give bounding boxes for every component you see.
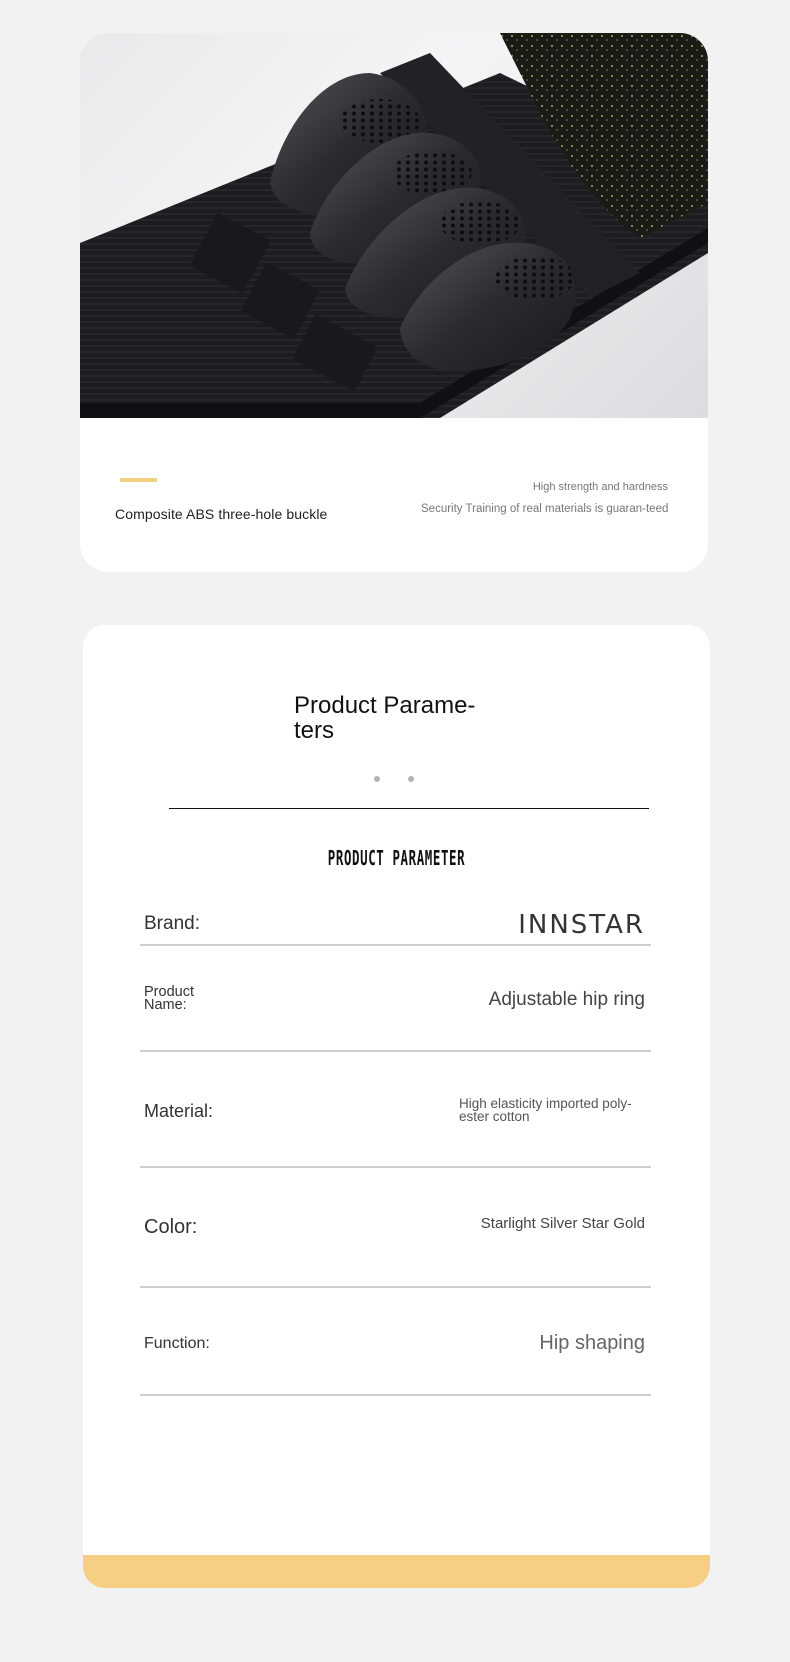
bottom-accent-bar	[83, 1555, 710, 1588]
param-label: Material:	[144, 1101, 214, 1121]
param-row-material	[140, 1052, 651, 1168]
param-row-function	[140, 1288, 651, 1396]
product-photo	[80, 33, 708, 418]
hip-ring-buckle-image	[80, 33, 708, 418]
param-label: Color:	[144, 1216, 198, 1238]
dot	[374, 776, 380, 782]
param-value: INNSTAR	[518, 910, 645, 940]
param-value: High elasticity imported poly-ester cotton	[459, 1096, 632, 1124]
heading-divider	[169, 808, 649, 809]
parameters-card	[83, 625, 710, 1588]
feature-accent-bar	[120, 478, 157, 482]
param-row-product-name	[140, 946, 651, 1052]
param-value: Hip shaping	[539, 1332, 645, 1354]
param-label: Brand:	[144, 913, 200, 934]
dot	[408, 776, 414, 782]
param-label: Function:	[144, 1335, 210, 1352]
feature-tag: High strength and hardness	[532, 481, 668, 493]
param-row-brand	[140, 905, 651, 946]
feature-description: Security Training of real materials is guaran-teed	[421, 503, 669, 515]
param-label: Product Name:	[144, 984, 194, 1013]
decorative-dots	[374, 776, 424, 784]
param-row-color	[140, 1168, 651, 1288]
parameters-heading: Product Parame-ters	[294, 692, 476, 744]
param-value: Adjustable hip ring	[488, 989, 645, 1010]
param-value: Starlight Silver Star Gold	[480, 1215, 645, 1232]
feature-title: Composite ABS three-hole buckle	[115, 506, 328, 522]
parameters-subheading: PRODUCT PARAMETER	[327, 846, 466, 870]
feature-card	[80, 33, 708, 572]
